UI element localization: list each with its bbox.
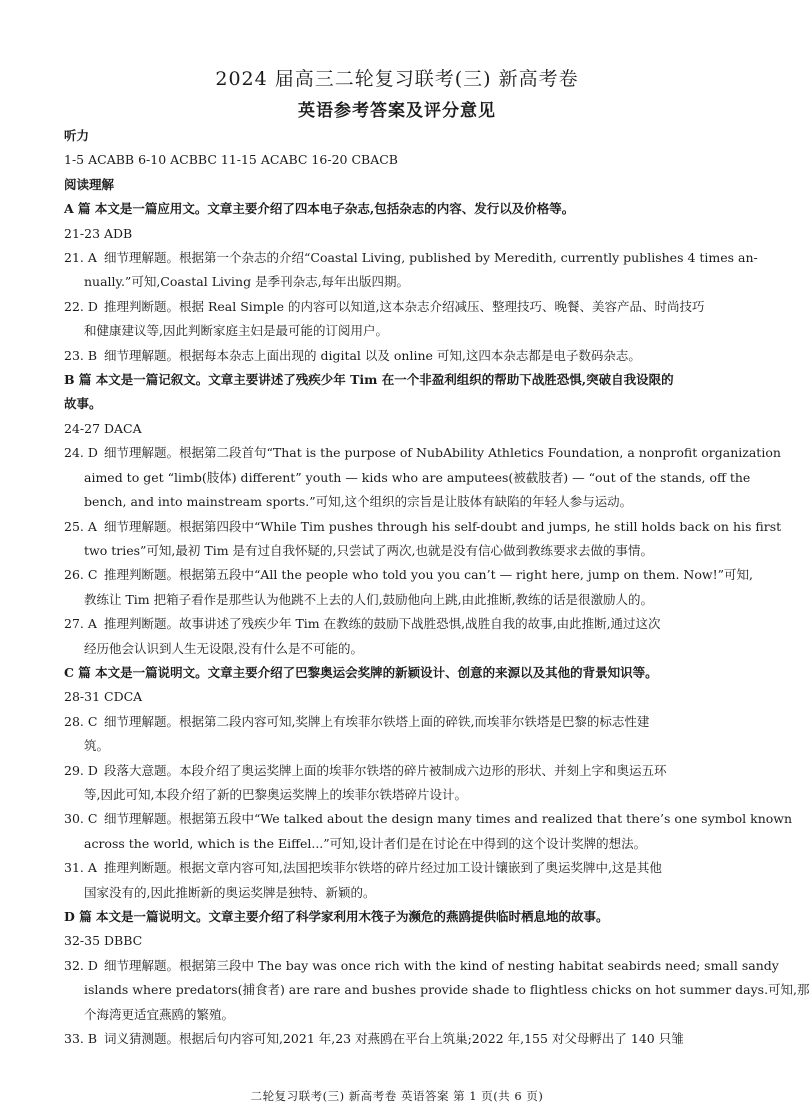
question-25-continued: two tries”可知,最初 Tim 是有过自我怀疑的,只尝试了两次,也就是没有信心做到教练要求去做的事情。 <box>84 542 653 558</box>
answer-content <box>64 124 810 1051</box>
question-26-continued: 教练让 Tim 把箱子看作是那些认为他跳不上去的人们,鼓励他向上跳,由此推断,教练的话是很激励人的。 <box>84 591 654 607</box>
section-d-intro: D 篇 本文是一篇说明文。文章主要介绍了科学家利用木筏子为濒危的燕鸥提供临时栖息地的故事。 <box>64 909 609 924</box>
question-28-number: 28. C <box>64 713 98 729</box>
question-30-continued: across the world, which is the Eiffel...”可知,设计者们是在讨论在中得到的这个设计奖牌的想法。 <box>84 835 647 851</box>
question-27-continued: 经历他会认识到人生无设限,没有什么是不可能的。 <box>84 640 363 656</box>
section-a-intro: A 篇 本文是一篇应用文。文章主要介绍了四本电子杂志,包括杂志的内容、发行以及价格等。 <box>64 201 575 217</box>
question-21-number: 21. A <box>64 250 97 266</box>
question-32-number: 32. D <box>64 957 98 973</box>
question-21 <box>64 246 758 270</box>
question-29-text: 段落大意题。本段介绍了奥运奖牌上面的埃菲尔铁塔的碎片被制成六边形的形状、并刻上字和奥运五环 <box>103 762 667 778</box>
question-24-continued-2: bench, and into mainstream sports.”可知,这个组织的宗旨是让肢体有缺陷的年轻人参与运动。 <box>84 494 633 510</box>
question-27-number: 27. A <box>64 616 97 632</box>
listening-heading: 听力 <box>64 128 90 143</box>
question-23-text: 细节理解题。根据每本杂志上面出现的 digital 以及 online 可知,这四本杂志都是电子数码杂志。 <box>103 347 641 363</box>
question-25-number: 25. A <box>64 518 97 534</box>
question-30-number: 30. C <box>64 811 98 827</box>
question-27-text: 推理判断题。故事讲述了残疾少年 Tim 在教练的鼓励下战胜恐惧,战胜自我的故事,由此推断,通过这次 <box>103 616 661 632</box>
question-22-number: 22. D <box>64 298 98 314</box>
page-title: 2024 届高三二轮复习联考(三) 新高考卷 <box>215 68 579 90</box>
question-31-continued: 国家没有的,因此推断新的奥运奖牌是独特、新颖的。 <box>84 884 376 900</box>
question-29-number: 29. D <box>64 762 98 778</box>
section-b-intro: B 篇 本文是一篇记叙文。文章主要讲述了残疾少年 Tim 在一个非盈利组织的帮助下战胜恐惧,突破自我设限的 <box>64 372 674 388</box>
section-a-answers: 21-23 ADB <box>64 225 133 241</box>
reading-heading: 阅读理解 <box>64 176 115 192</box>
question-32 <box>64 954 779 978</box>
question-32-text: 细节理解题。根据第三段中 The bay was once rich with the kind of nesting habitat seabirds need; small sandy <box>103 957 779 973</box>
page-footer: 二轮复习联考(三) 新高考卷 英语答案 第 1 页(共 6 页) <box>250 1089 544 1103</box>
question-30 <box>64 807 793 831</box>
question-22-text: 推理判断题。根据 Real Simple 的内容可以知道,这本杂志介绍减压、整理技巧、晚餐、美容产品、时尚技巧 <box>103 298 705 314</box>
question-26-text: 推理判断题。根据第五段中“All the people who told you you can’t — right here, jump on them. Now!”可知, <box>103 567 753 583</box>
section-c-answers: 28-31 CDCA <box>64 689 143 705</box>
question-26 <box>64 563 753 587</box>
question-31 <box>64 856 730 880</box>
listening-answers: 1-5 ACABB 6-10 ACBBC 11-15 ACABC 16-20 CBACB <box>64 152 398 168</box>
section-c-intro: C 篇 本文是一篇说明文。文章主要介绍了巴黎奥运会奖牌的新颖设计、创意的来源以及其他的背景知识等。 <box>64 664 658 680</box>
question-27 <box>64 612 730 636</box>
question-33-number: 33. B <box>64 1031 98 1047</box>
question-29-continued: 等,因此可知,本段介绍了新的巴黎奥运奖牌上的埃菲尔铁塔碎片设计。 <box>84 786 467 802</box>
question-22 <box>64 295 730 319</box>
question-29 <box>64 759 730 783</box>
question-24-number: 24. D <box>64 445 98 461</box>
question-24-text: 细节理解题。根据第二段首句“That is the purpose of NubAbility Athletics Foundation, a nonprofit organization <box>103 445 781 461</box>
question-24-continued: aimed to get “limb(肢体) different” youth — kids who are amputees(被截肢者) — “out of the stands, off the <box>84 469 751 485</box>
question-28 <box>64 710 730 734</box>
question-28-text: 细节理解题。根据第二段内容可知,奖牌上有埃菲尔铁塔上面的碎铁,而埃菲尔铁塔是巴黎的标志性建 <box>103 713 650 729</box>
question-33 <box>64 1027 730 1051</box>
question-30-text: 细节理解题。根据第五段中“We talked about the design many times and realized that there’s one symbol known <box>103 811 793 827</box>
question-32-continued: islands where predators(捕食者) are rare and bushes provide shade to flightless chicks on hot summer days.可知,那 <box>84 982 810 998</box>
question-21-continued: nually.”可知,Coastal Living 是季刊杂志,每年出版四期。 <box>84 274 410 290</box>
section-b-answers: 24-27 DACA <box>64 420 142 436</box>
question-23 <box>64 344 730 368</box>
question-31-number: 31. A <box>64 860 97 876</box>
question-25 <box>64 515 782 539</box>
question-25-text: 细节理解题。根据第四段中“While Tim pushes through his self-doubt and jumps, he still holds back on his first <box>103 518 782 534</box>
question-21-text: 细节理解题。根据第一个杂志的介绍“Coastal Living, published by Meredith, currently publishes 4 times an- <box>103 250 758 266</box>
question-32-continued-2: 个海湾更适宜燕鸥的繁殖。 <box>84 1006 235 1022</box>
question-24 <box>64 441 781 465</box>
question-28-continued: 筑。 <box>84 738 110 754</box>
question-33-text: 词义猜测题。根据后句内容可知,2021 年,23 对燕鸥在平台上筑巢;2022 年,155 对父母孵出了 140 只雏 <box>103 1031 684 1047</box>
question-26-number: 26. C <box>64 567 98 583</box>
question-23-number: 23. B <box>64 347 98 363</box>
question-22-continued: 和健康建议等,因此判断家庭主妇是最可能的订阅用户。 <box>84 323 388 339</box>
section-d-answers: 32-35 DBBC <box>64 933 143 949</box>
page-subtitle: 英语参考答案及评分意见 <box>298 101 496 121</box>
section-b-intro-continued: 故事。 <box>64 396 102 412</box>
question-31-text: 推理判断题。根据文章内容可知,法国把埃菲尔铁塔的碎片经过加工设计镶嵌到了奥运奖牌中,这是其他 <box>103 860 662 876</box>
